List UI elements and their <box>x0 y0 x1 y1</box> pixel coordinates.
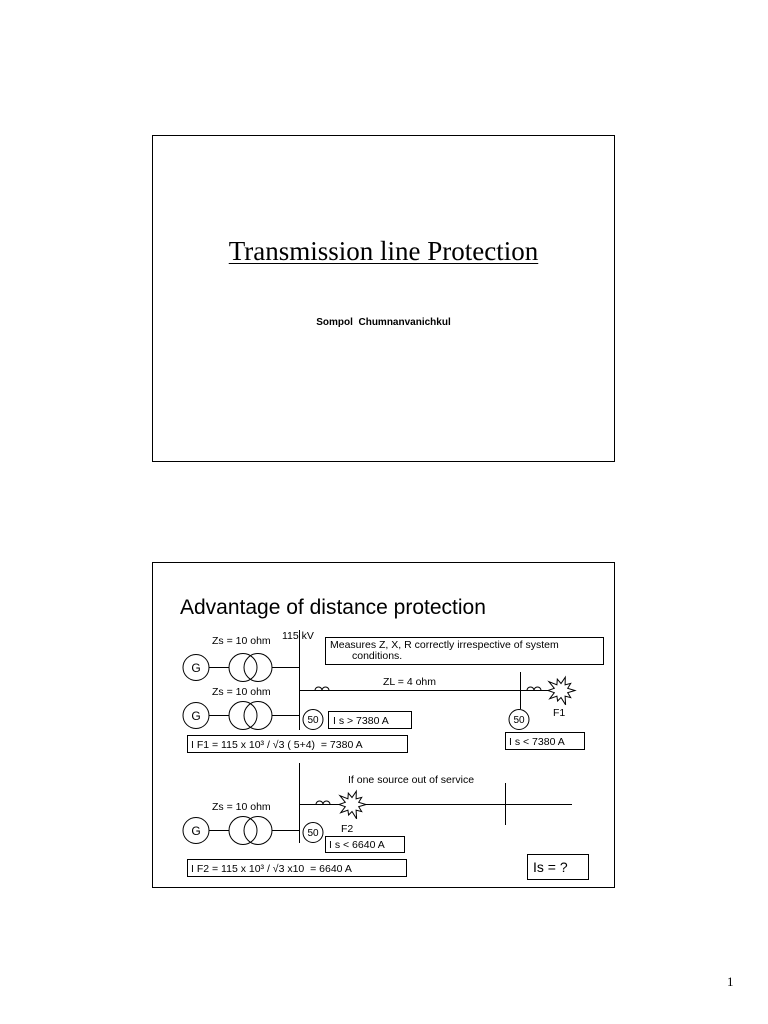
current-transformer-local-icon <box>315 687 329 691</box>
relay-remote-setting: I s < 7380 A <box>509 736 565 748</box>
current-transformer-b-icon <box>316 801 330 805</box>
transformer-b-primary-winding <box>229 817 257 845</box>
fault-f2-label: F2 <box>341 823 354 835</box>
slide-2-title: Advantage of distance protection <box>180 596 486 619</box>
slide-1-author: Sompol Chumnanvanichkul <box>316 317 451 328</box>
fault-f1-current: I F1 = 115 x 10³ / √3 ( 5+4) = 7380 A <box>191 739 363 751</box>
fault-f1-label: F1 <box>553 707 566 719</box>
relay-b-setting: I s < 6640 A <box>329 839 385 851</box>
page-number: 1 <box>727 974 734 989</box>
relay-50-b-label: 50 <box>307 828 319 839</box>
transformer-b-secondary-winding <box>244 817 272 845</box>
fault-f2-current: I F2 = 115 x 10³ / √3 x10 = 6640 A <box>191 863 352 875</box>
relay-local-setting: I s > 7380 A <box>333 715 389 727</box>
note-line-2: conditions. <box>352 650 403 662</box>
source-2-impedance: Zs = 10 ohm <box>212 686 271 698</box>
transformer-2-secondary-winding <box>244 702 272 730</box>
diagram-two-sources <box>183 630 604 753</box>
slide-1-title-text: Transmission line Protection <box>228 236 539 266</box>
slide-distance-protection <box>152 562 615 888</box>
diagram-one-source <box>183 763 589 880</box>
slide-title <box>152 135 615 462</box>
distance-protection-diagram <box>152 562 615 888</box>
question-text: Is = ? <box>533 859 568 875</box>
diagram-b-caption: If one source out of service <box>348 774 475 786</box>
bus-voltage-label: 115 kV <box>282 630 314 642</box>
transformer-1-primary-winding <box>229 654 257 682</box>
fault-f1-star-icon <box>548 677 575 705</box>
source-impedance-b: Zs = 10 ohm <box>212 801 271 813</box>
line-impedance-label: ZL = 4 ohm <box>383 676 437 688</box>
generator-2-label: G <box>191 709 201 723</box>
slide-1-title <box>153 235 614 267</box>
relay-50-remote-label: 50 <box>513 715 525 726</box>
relay-50-local-label: 50 <box>307 715 319 726</box>
current-transformer-remote-icon <box>527 687 541 691</box>
transformer-2-primary-winding <box>229 702 257 730</box>
transformer-1-secondary-winding <box>244 654 272 682</box>
generator-b-label: G <box>191 824 201 838</box>
generator-1-label: G <box>191 661 201 675</box>
source-1-impedance: Zs = 10 ohm <box>212 635 271 647</box>
note-line-1: Measures Z, X, R correctly irrespective of system <box>330 639 559 651</box>
fault-f2-star-icon <box>339 791 366 819</box>
